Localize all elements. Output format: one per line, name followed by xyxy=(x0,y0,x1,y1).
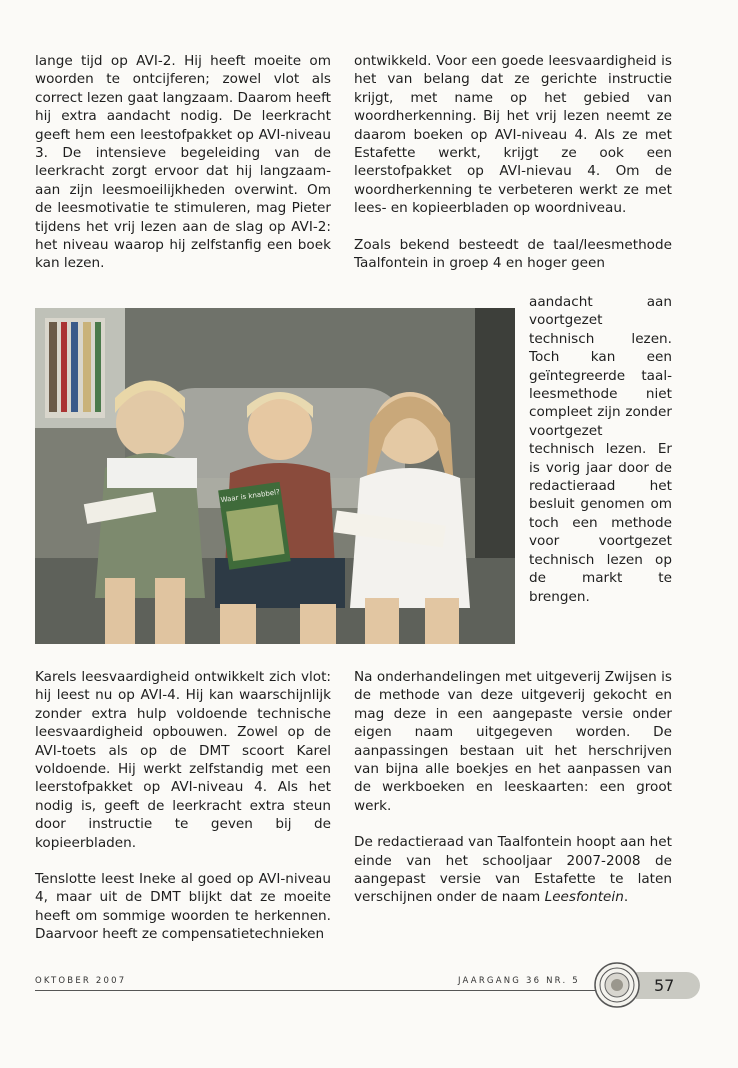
paragraph-zwijsen: Na onderhandelingen met uitgeverij Zwijsen is de methode van deze uitgeverij gekocht en mag deze in een aangepaste versie onder eigen naam uitgegeven worden. De aanpassingen bestaan uit het herschrijven van bijna alle boekjes en het aanpassen van de werkboeken en leeskaarten: een groot werk. xyxy=(354,669,672,814)
footer-date: OKTOBER 2007 xyxy=(35,976,127,986)
closing-text: De redactieraad van Taalfontein hoopt aan het einde van het schooljaar 2007-2008 de aangepast versie van Estafette te laten verschijnen onder de naam xyxy=(354,834,672,906)
footer-issue: JAARGANG 36 NR. 5 xyxy=(458,976,580,986)
book-cover-title: Waar is knabbel? xyxy=(220,488,281,505)
paragraph-ineke-instruction: ontwikkeld. Voor een goede leesvaardigheid is het van belang dat ze gerichte instructie krijgt, met name op het gebied van woordherkenning. Bij het vrij lezen neemt ze daarom boeken op AVI-niveau 4. Als ze met Estafette werkt, krijgt ze ook een leerstofpakket op AVI-nievau 4. Om de woordherkenning te verbeteren werkt ze met lees- en kopieerbladen op woordniveau. xyxy=(354,53,672,217)
paragraph-ineke: Tenslotte leest Ineke al goed op AVI-niveau 4, maar uit de DMT blijkt dat ze moeite heeft om sommige woorden te herkennen. Daarvoor heeft ze compensatietechnieken xyxy=(35,871,331,943)
page-number: 57 xyxy=(654,976,675,995)
narrow-column xyxy=(529,293,672,606)
closing-end: . xyxy=(623,889,629,906)
footer-rule xyxy=(35,990,595,991)
left-column-top xyxy=(35,52,331,273)
photo-illustration xyxy=(35,308,515,644)
right-column-top xyxy=(354,52,672,272)
leesfontein-title: Leesfontein xyxy=(544,889,624,906)
children-reading-photo xyxy=(35,308,515,644)
page-number-tab xyxy=(636,972,700,999)
paragraph-leesfontein xyxy=(354,833,672,907)
paragraph-pieter: lange tijd op AVI-2. Hij heeft moeite om woorden te ontcijferen; zowel vlot als correct lezen gaat langzaam. Daarom heeft hij extra aandacht nodig. De leerkracht geeft hem een leestofpakket op AVI-niveau 3. De intensieve begeleiding van de leerkracht zorgt ervoor dat hij langzaam-aan zijn leesmoeilijkheden overwint. Om de leesmotivatie te stimuleren, mag Pieter tijdens het vrij lezen aan de slag op AVI-2: het niveau waarop hij zelfstanfig een boek kan lezen. xyxy=(35,53,331,272)
left-column-bottom xyxy=(35,668,331,944)
magazine-seal-icon xyxy=(594,962,640,1008)
paragraph-technisch-lezen: aandacht aan voortgezet technisch lezen. Toch kan een geïntegreerde taal-leesmethode niet compleet zijn zonder voortgezet technisch lezen. Er is vorig jaar door de redactieraad het besluit genomen om toch een methode voor voortgezet technisch lezen op de markt te brengen. xyxy=(529,294,672,605)
right-column-bottom xyxy=(354,668,672,907)
paragraph-taalfontein-intro: Zoals bekend besteedt de taal/leesmethode Taalfontein in groep 4 en hoger geen xyxy=(354,236,672,272)
paragraph-karel: Karels leesvaardigheid ontwikkelt zich vlot: hij leest nu op AVI-4. Hij kan waarschijnlijk zonder extra hulp voldoende technische leesvaardigheid opbouwen. Zowel op de AVI-toets als op de DMT scoort Karel voldoende. Hij werkt zelfstandig met een leerstofpakket op AVI-niveau 4. Als het nodig is, geeft de leerkracht extra steun door instructie te geven bij de kopieerbladen. xyxy=(35,669,331,851)
